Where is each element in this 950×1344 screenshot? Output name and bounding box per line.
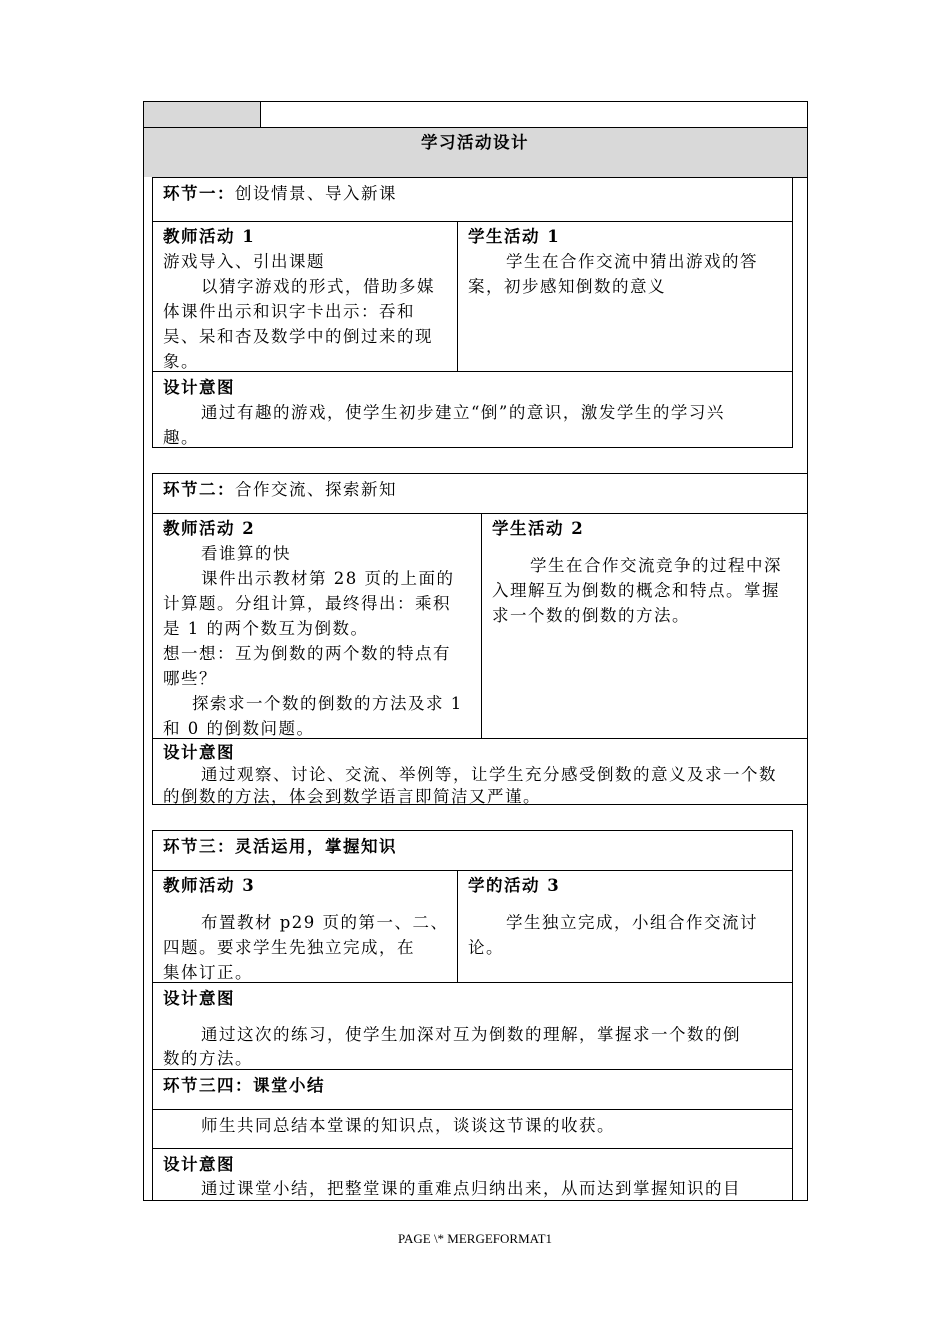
header-left-cell — [144, 102, 261, 127]
section-1-teacher-line: 以猜字游戏的形式，借助多媒 — [201, 277, 435, 296]
section-2-student-line: 求一个数的倒数的方法。 — [492, 606, 690, 625]
section-4-intent-title: 设计意图 — [163, 1155, 235, 1174]
section-2-intent-title: 设计意图 — [163, 743, 235, 762]
section-2-teacher-line: 课件出示教材第 28 页的上面的 — [201, 569, 455, 588]
section-2-teacher-line: 想一想：互为倒数的两个数的特点有 — [163, 644, 451, 663]
section-2-teacher-line: 哪些？ — [163, 669, 217, 688]
section-1-teacher-line: 游戏导入、引出课题 — [163, 252, 325, 271]
section-3-intent-line: 数的方法。 — [163, 1049, 253, 1068]
section-3-intent-title: 设计意图 — [163, 989, 235, 1008]
section-3-student-line: 论。 — [468, 938, 504, 957]
section-1-teacher-title: 教师活动 1 — [163, 227, 256, 246]
page-title: 学习活动设计 — [421, 133, 529, 152]
section-3-student-title: 学的活动 3 — [468, 876, 561, 895]
section-3-teacher-line: 集体订正。 — [163, 963, 253, 982]
section-2-teacher-line: 计算题。分组计算，最终得出：乘积 — [163, 594, 451, 613]
section-2-intent-line: 通过观察、讨论、交流、举例等，让学生充分感受倒数的意义及求一个数 — [201, 765, 777, 784]
section-2-student-title: 学生活动 2 — [492, 519, 585, 538]
section-2-student-line: 学生在合作交流竞争的过程中深 — [530, 556, 782, 575]
section-2-teacher-line: 探索求一个数的倒数的方法及求 1 — [192, 694, 463, 713]
section-1-heading: 环节一：创设情景、导入新课 — [163, 184, 397, 203]
section-3-teacher-line: 布置教材 p29 页的第一、二、 — [201, 913, 449, 932]
section-2-teacher-line: 看谁算的快 — [201, 544, 291, 563]
section-3-intent-line: 通过这次的练习，使学生加深对互为倒数的理解，掌握求一个数的倒 — [201, 1025, 741, 1044]
section-1-student-line: 学生在合作交流中猜出游戏的答 — [506, 252, 758, 271]
section-1-student-line: 案，初步感知倒数的意义 — [468, 277, 666, 296]
section-1-intent-line: 趣。 — [163, 428, 199, 447]
section-1-student-title: 学生活动 1 — [468, 227, 561, 246]
section-1-teacher-line: 吴、呆和杏及数学中的倒过来的现 — [163, 327, 433, 346]
section-1-intent-line: 通过有趣的游戏，使学生初步建立“倒”的意识，激发学生的学习兴 — [201, 403, 725, 422]
section-2-heading: 环节二：合作交流、探索新知 — [163, 480, 397, 499]
page-footer: PAGE \* MERGEFORMAT1 — [397, 1231, 553, 1246]
section-1-teacher-line: 象。 — [163, 352, 199, 371]
section-4-heading: 环节三四：课堂小结 — [163, 1076, 325, 1095]
section-3-student-line: 学生独立完成，小组合作交流讨 — [506, 913, 758, 932]
section-2-intent-line: 的倒数的方法，体会到数学语言即简洁又严谨。 — [163, 787, 541, 806]
section-4-intent-line: 通过课堂小结，把整堂课的重难点归纳出来，从而达到掌握知识的目 — [201, 1179, 741, 1198]
section-2-teacher-line: 是 1 的两个数互为倒数。 — [163, 619, 369, 638]
section-3-teacher-title: 教师活动 3 — [163, 876, 256, 895]
section-1-teacher-line: 体课件出示和识字卡出示：吞和 — [163, 302, 415, 321]
section-1-intent-title: 设计意图 — [163, 378, 235, 397]
section-2-teacher-line: 和 0 的倒数问题。 — [163, 719, 315, 738]
section-2-teacher-title: 教师活动 2 — [163, 519, 256, 538]
section-3-teacher-line: 四题。要求学生先独立完成，在 — [163, 938, 415, 957]
section-2-student-line: 入理解互为倒数的概念和特点。掌握 — [492, 581, 780, 600]
section-3-heading: 环节三：灵活运用，掌握知识 — [163, 837, 397, 856]
section-4-body-line: 师生共同总结本堂课的知识点，谈谈这节课的收获。 — [201, 1116, 615, 1135]
